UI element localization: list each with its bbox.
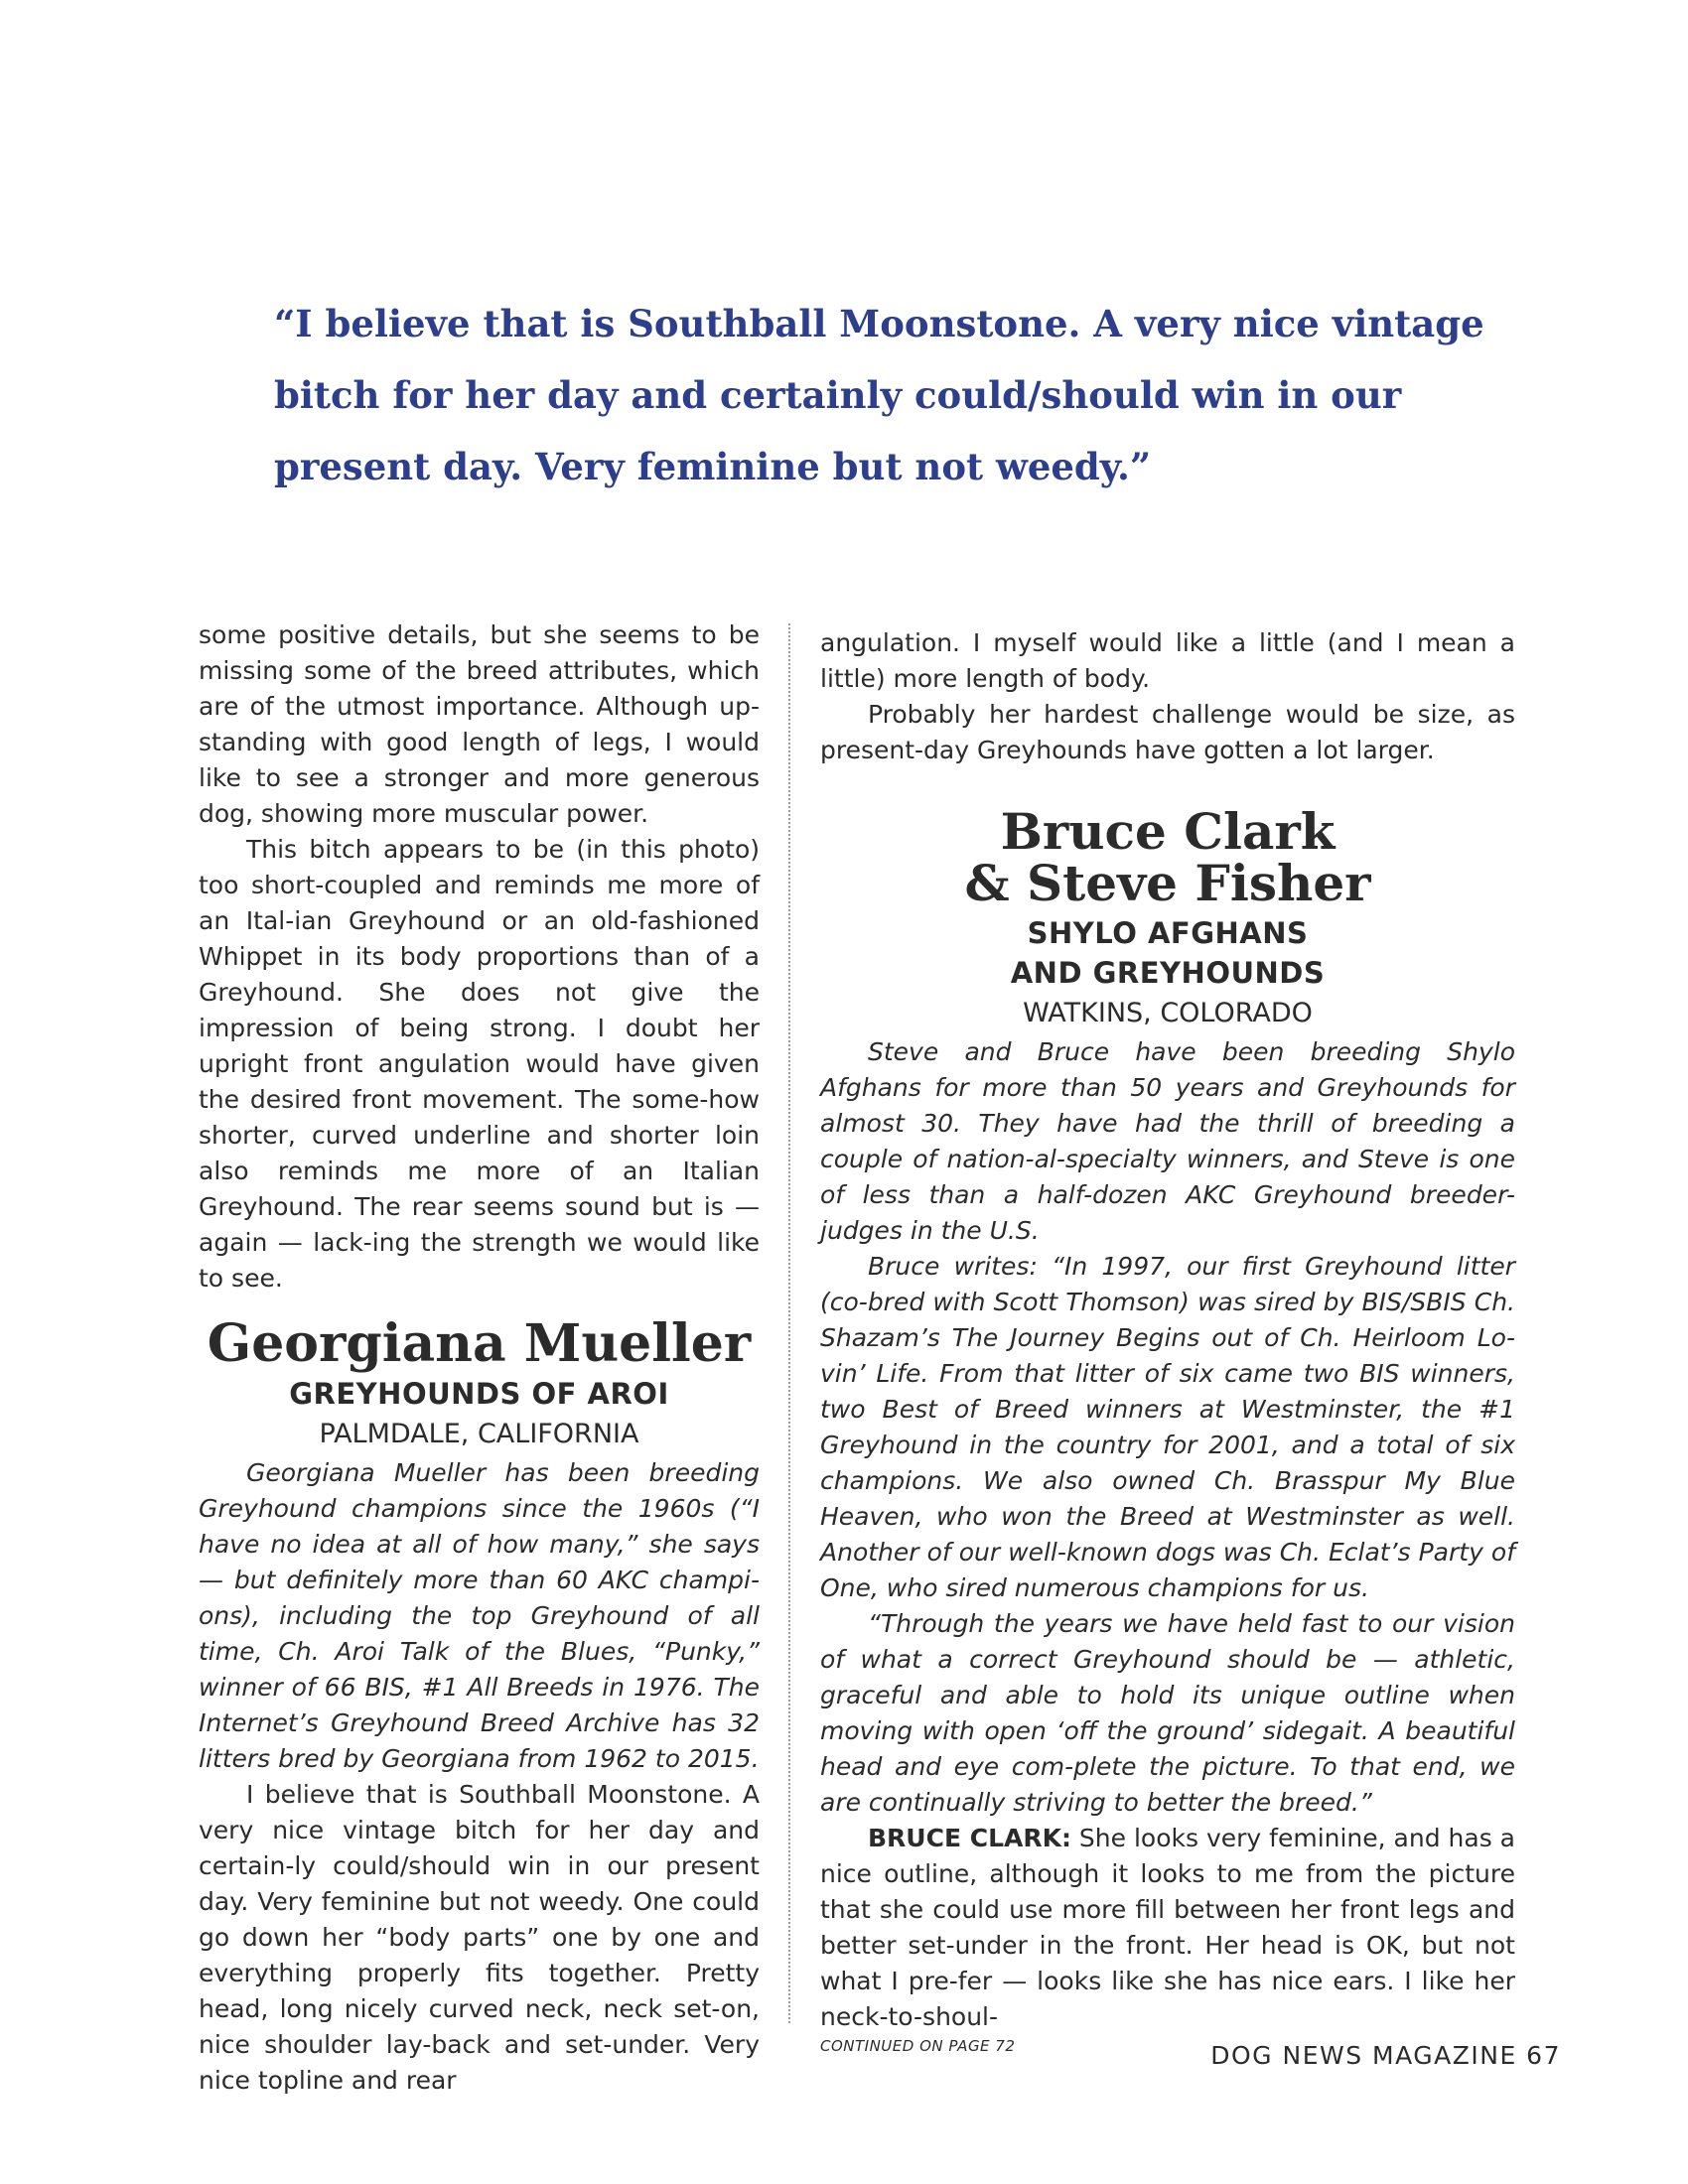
kennel-name-line: SHYLO AFGHANS — [1027, 916, 1309, 950]
page-folio: DOG NEWS MAGAZINE 67 — [1210, 2041, 1561, 2070]
judge-critique-clark — [820, 1821, 1515, 2035]
judge-name-clark-fisher — [820, 802, 1515, 912]
kennel-name-shylo — [820, 913, 1515, 993]
critique-text: She looks very feminine, and has a nice outline, although it looks to me from the picture that she could use more fill between her front legs and better set-under in the front. Her head is OK, but not what I pre-fer — looks like she has nice ears. I like her neck-to-shoul- — [820, 1824, 1515, 2031]
judge-location-mueller: PALMDALE, CALIFORNIA — [319, 1419, 639, 1449]
judge-bio-clark-fisher: Steve and Bruce have been breeding Shylo Afghans for more than 50 years and Greyhounds for almost 30. They have had the thrill of breeding a couple of nation-al-specialty winners, and Steve is one of less than a half-dozen AKC Greyhound breeder-judges in the U.S. — [820, 1037, 1515, 1245]
right-paragraph: Probably her hardest challenge would be size, as present-day Greyhounds have gotten a lot larger. — [820, 700, 1515, 764]
judge-bio-clark-fisher: “Through the years we have held fast to our vision of what a correct Greyhound should be — athletic, graceful and able to hold its unique outline when moving with open ‘off the ground’ sidegait. A beautiful head and eye com-plete the picture. To that end, we are continually striving to better the breed.” — [820, 1609, 1515, 1817]
judge-name-mueller: Georgiana Mueller — [207, 1313, 752, 1374]
right-column — [820, 625, 1515, 2057]
judge-location-clark-fisher: WATKINS, COLORADO — [1023, 998, 1313, 1028]
pull-quote: “I believe that is Southball Moonstone. A very nice vintage bitch for her day and certainly could/should win in our present day. Very feminine but not weedy.” — [274, 302, 1484, 488]
judge-bio-mueller: Georgiana Mueller has been breeding Greyhound champions since the 1960s (“I have no idea at all of how many,” she says — but definitely more than 60 AKC champi-ons), including the top Greyhound of all time, Ch. Aroi Talk of the Blues, “Punky,” winner of 66 BIS, #1 All Breeds in 1976. The Internet’s Greyhound Breed Archive has 32 litters bred by Georgiana from 1962 to 2015. — [199, 1458, 760, 1773]
judge-critique-mueller: I believe that is Southball Moonstone. A very nice vintage bitch for her day and certain-ly could/should win in our present day. Very feminine but not weedy. One could go down her “body parts” one by one and everything properly fits together. Pretty head, long nicely curved neck, neck set-on, nice shoulder lay-back and set-under. Very nice topline and rear — [199, 1780, 760, 2095]
left-paragraph: This bitch appears to be (in this photo) too short-coupled and reminds me more of an Ital-ian Greyhound or an old-fashioned Whippet in its body proportions than of a Greyhound. She does not give the impression of being strong. I doubt her upright front angulation would have given the desired front movement. The some-how shorter, curved underline and shorter loin also reminds me more of an Italian Greyhound. The rear seems sound but is — again — lack-ing the strength we would like to see. — [199, 835, 760, 1293]
left-paragraph: some positive details, but she seems to be missing some of the breed attributes, which are of the utmost importance. Although up-standing with good length of legs, I would like to see a stronger and more generous dog, showing more muscular power. — [199, 620, 760, 828]
continued-note: CONTINUED ON PAGE 72 — [820, 2037, 1016, 2055]
kennel-name-line: AND GREYHOUNDS — [1010, 956, 1326, 990]
judge-name-line: & Steve Fisher — [964, 854, 1371, 912]
right-paragraph: angulation. I myself would like a little (and I mean a little) more length of body. — [820, 628, 1515, 693]
left-column — [199, 617, 760, 2099]
kennel-name-aroi: GREYHOUNDS OF AROI — [289, 1377, 669, 1411]
critique-speaker: BRUCE CLARK: — [868, 1824, 1071, 1852]
judge-bio-clark-fisher: Bruce writes: “In 1997, our first Greyhound litter (co-bred with Scott Thomson) was sired by BIS/SBIS Ch. Shazam’s The Journey Begins out of Ch. Heirloom Lo-vin’ Life. From that litter of six came two BIS winners, two Best of Breed winners at Westminster, the #1 Greyhound in the country for 2001, and a total of six champions. We also owned Ch. Brasspur My Blue Heaven, who won the Breed at Westminster as well. Another of our well-known dogs was Ch. Eclat’s Party of One, who sired numerous champions for us. — [820, 1252, 1515, 1602]
column-divider — [788, 623, 790, 2023]
judge-name-line: Bruce Clark — [1000, 802, 1336, 861]
